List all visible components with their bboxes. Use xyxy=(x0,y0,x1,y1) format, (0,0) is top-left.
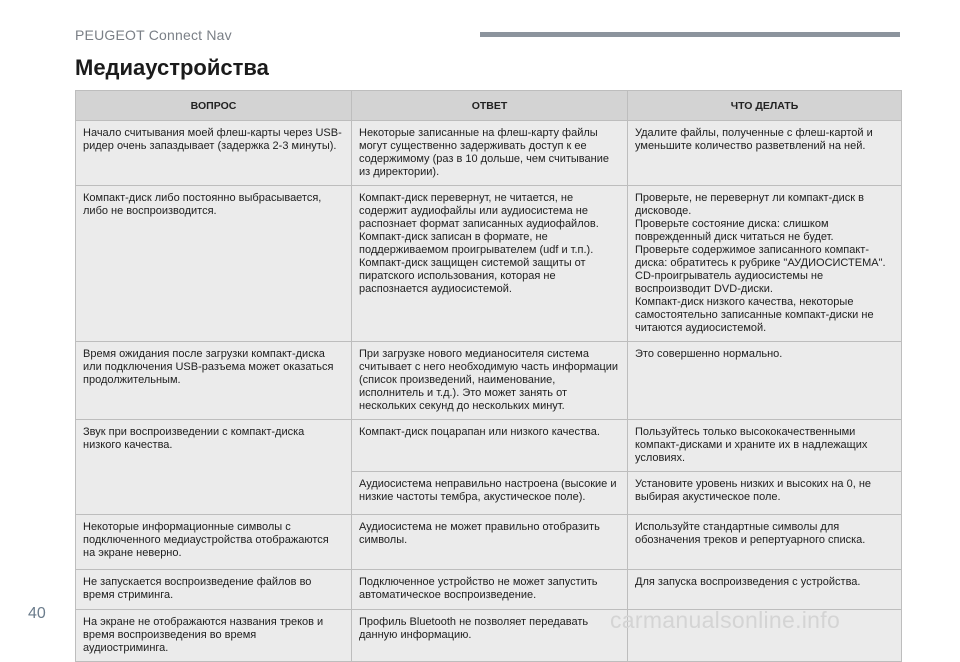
question-cell: Звук при воспроизведении с компакт-диска низкого качества. xyxy=(76,420,352,515)
table-row xyxy=(76,515,902,570)
table-row xyxy=(76,121,902,186)
solution-cell: Проверьте, не перевернут ли компакт-диск в дисководе. Проверьте состояние диска: слишком поврежденный диск читаться не будет. Проверьте содержимое записанного компакт-диска: обратитесь к рубрике "АУДИОСИСТЕМА". CD-проигрыватель аудиосистемы не воспроизводит DVD-диски. Компакт-диск низкого качества, некоторые самостоятельно записанные компакт-диски не читаются аудиосистемой. xyxy=(628,186,902,342)
solution-cell: Используйте стандартные символы для обозначения треков и репертуарного списка. xyxy=(628,515,902,570)
question-cell: Некоторые информационные символы с подключенного медиаустройства отображаются на экране неверно. xyxy=(76,515,352,570)
column-header-question: ВОПРОС xyxy=(76,91,352,121)
table-row xyxy=(76,570,902,610)
answer-cell: Компакт-диск перевернут, не читается, не содержит аудиофайлы или аудиосистема не распознает формат записанных аудиофайлов. Компакт-диск записан в формате, не поддерживаемом проигрывателем (udf и т.п.). Компакт-диск защищен системой защиты от пиратского использования, которая не распознается аудиосистемой. xyxy=(352,186,628,342)
question-cell: Компакт-диск либо постоянно выбрасывается, либо не воспроизводится. xyxy=(76,186,352,342)
table-row xyxy=(76,186,902,342)
question-cell: На экране не отображаются названия треков и время воспроизведения во время аудиостриминга. xyxy=(76,610,352,662)
watermark: carmanualsonline.info xyxy=(610,607,841,633)
answer-cell: Аудиосистема неправильно настроена (высокие и низкие частоты тембра, акустическое поле). xyxy=(352,472,628,515)
solution-cell: Пользуйтесь только высококачественными компакт-дисками и храните их в надлежащих условиях. xyxy=(628,420,902,472)
header-divider-bar xyxy=(480,32,900,37)
solution-cell: Для запуска воспроизведения с устройства. xyxy=(628,570,902,610)
faq-table xyxy=(75,90,902,662)
question-cell: Не запускается воспроизведение файлов во время стриминга. xyxy=(76,570,352,610)
question-cell: Время ожидания после загрузки компакт-диска или подключения USB-разъема может оказаться продолжительным. xyxy=(76,342,352,420)
solution-cell: Это совершенно нормально. xyxy=(628,342,902,420)
solution-cell: Установите уровень низких и высоких на 0, не выбирая акустическое поле. xyxy=(628,472,902,515)
page-title: Медиаустройства xyxy=(75,55,269,80)
question-cell: Начало считывания моей флеш-карты через USB-ридер очень запаздывает (задержка 2-3 минуты). xyxy=(76,121,352,186)
header-label: PEUGEOT Connect Nav xyxy=(75,27,232,43)
solution-cell: Удалите файлы, полученные с флеш-картой и уменьшите количество разветвлений на ней. xyxy=(628,121,902,186)
column-header-solution: ЧТО ДЕЛАТЬ xyxy=(628,91,902,121)
answer-cell: Профиль Bluetooth не позволяет передавать данную информацию. xyxy=(352,610,628,662)
answer-cell: Подключенное устройство не может запустить автоматическое воспроизведение. xyxy=(352,570,628,610)
answer-cell: Некоторые записанные на флеш-карту файлы могут существенно задерживать доступ к ее содержимому (раз в 10 дольше, чем считывание из директории). xyxy=(352,121,628,186)
answer-cell: Компакт-диск поцарапан или низкого качества. xyxy=(352,420,628,472)
answer-cell: При загрузке нового медианосителя система считывает с него необходимую часть информации (список произведений, наименование, исполнитель и т.д.). Это может занять от нескольких секунд до нескольких минут. xyxy=(352,342,628,420)
table-row xyxy=(76,342,902,420)
table-header-row xyxy=(76,91,902,121)
page-number: 40 xyxy=(28,605,46,622)
answer-cell: Аудиосистема не может правильно отобразить символы. xyxy=(352,515,628,570)
table-row xyxy=(76,420,902,472)
column-header-answer: ОТВЕТ xyxy=(352,91,628,121)
